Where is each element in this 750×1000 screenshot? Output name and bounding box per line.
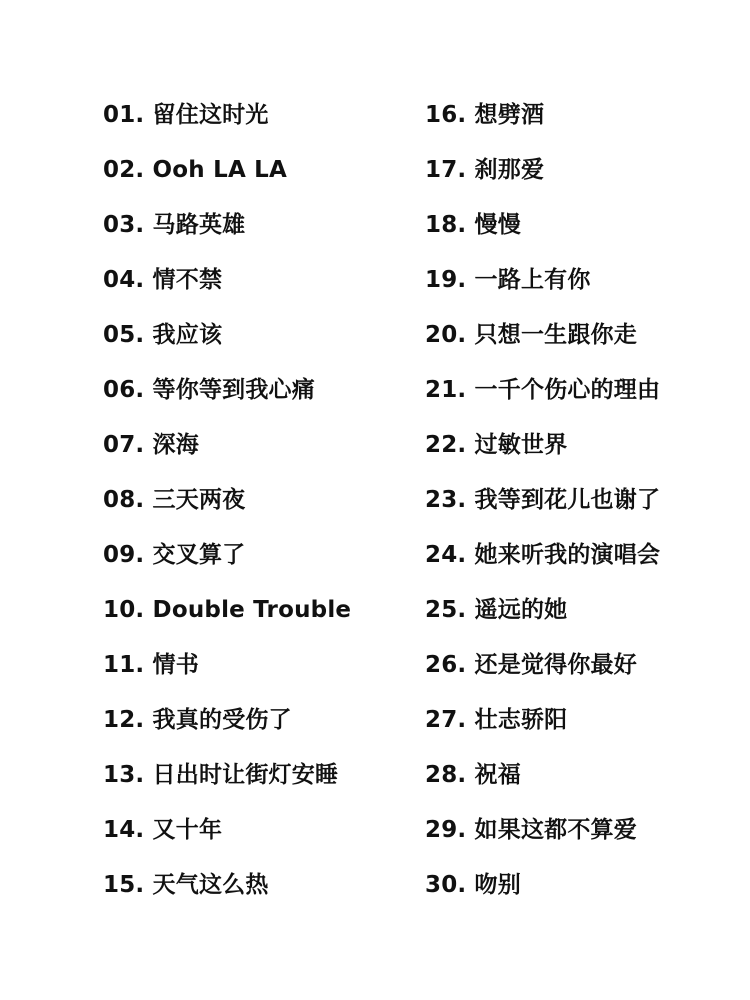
- song-item: 03. 马路英雄: [103, 212, 246, 238]
- song-item: 18. 慢慢: [425, 212, 521, 238]
- song-item: 14. 又十年: [103, 817, 223, 843]
- song-item: 17. 刹那爱: [425, 157, 545, 183]
- song-item: 10. Double Trouble: [103, 597, 352, 623]
- song-item: 24. 她来听我的演唱会: [425, 542, 661, 568]
- song-item: 13. 日出时让街灯安睡: [103, 762, 339, 788]
- song-item: 28. 祝福: [425, 762, 521, 788]
- song-item: 26. 还是觉得你最好: [425, 652, 637, 678]
- song-item: 27. 壮志骄阳: [425, 707, 568, 733]
- song-item: 07. 深海: [103, 432, 199, 458]
- song-item: 08. 三天两夜: [103, 487, 246, 513]
- song-list-right-column: [425, 88, 725, 913]
- song-item: 06. 等你等到我心痛: [103, 377, 315, 403]
- song-item: 21. 一千个伤心的理由: [425, 377, 661, 403]
- song-item: 22. 过敏世界: [425, 432, 568, 458]
- song-item: 02. Ooh LA LA: [103, 157, 288, 183]
- song-item: 25. 遥远的她: [425, 597, 568, 623]
- song-item: 29. 如果这都不算爱: [425, 817, 637, 843]
- song-item: 30. 吻别: [425, 872, 521, 898]
- song-item: 19. 一路上有你: [425, 267, 591, 293]
- song-item: 12. 我真的受伤了: [103, 707, 292, 733]
- song-list-left-column: [103, 88, 403, 913]
- song-item: 01. 留住这时光: [103, 102, 269, 128]
- song-item: 05. 我应该: [103, 322, 223, 348]
- song-item: 23. 我等到花儿也谢了: [425, 487, 661, 513]
- song-item: 20. 只想一生跟你走: [425, 322, 637, 348]
- song-item: 16. 想劈酒: [425, 102, 545, 128]
- song-item: 15. 天气这么热: [103, 872, 269, 898]
- song-item: 04. 情不禁: [103, 267, 223, 293]
- song-item: 11. 情书: [103, 652, 199, 678]
- song-item: 09. 交叉算了: [103, 542, 246, 568]
